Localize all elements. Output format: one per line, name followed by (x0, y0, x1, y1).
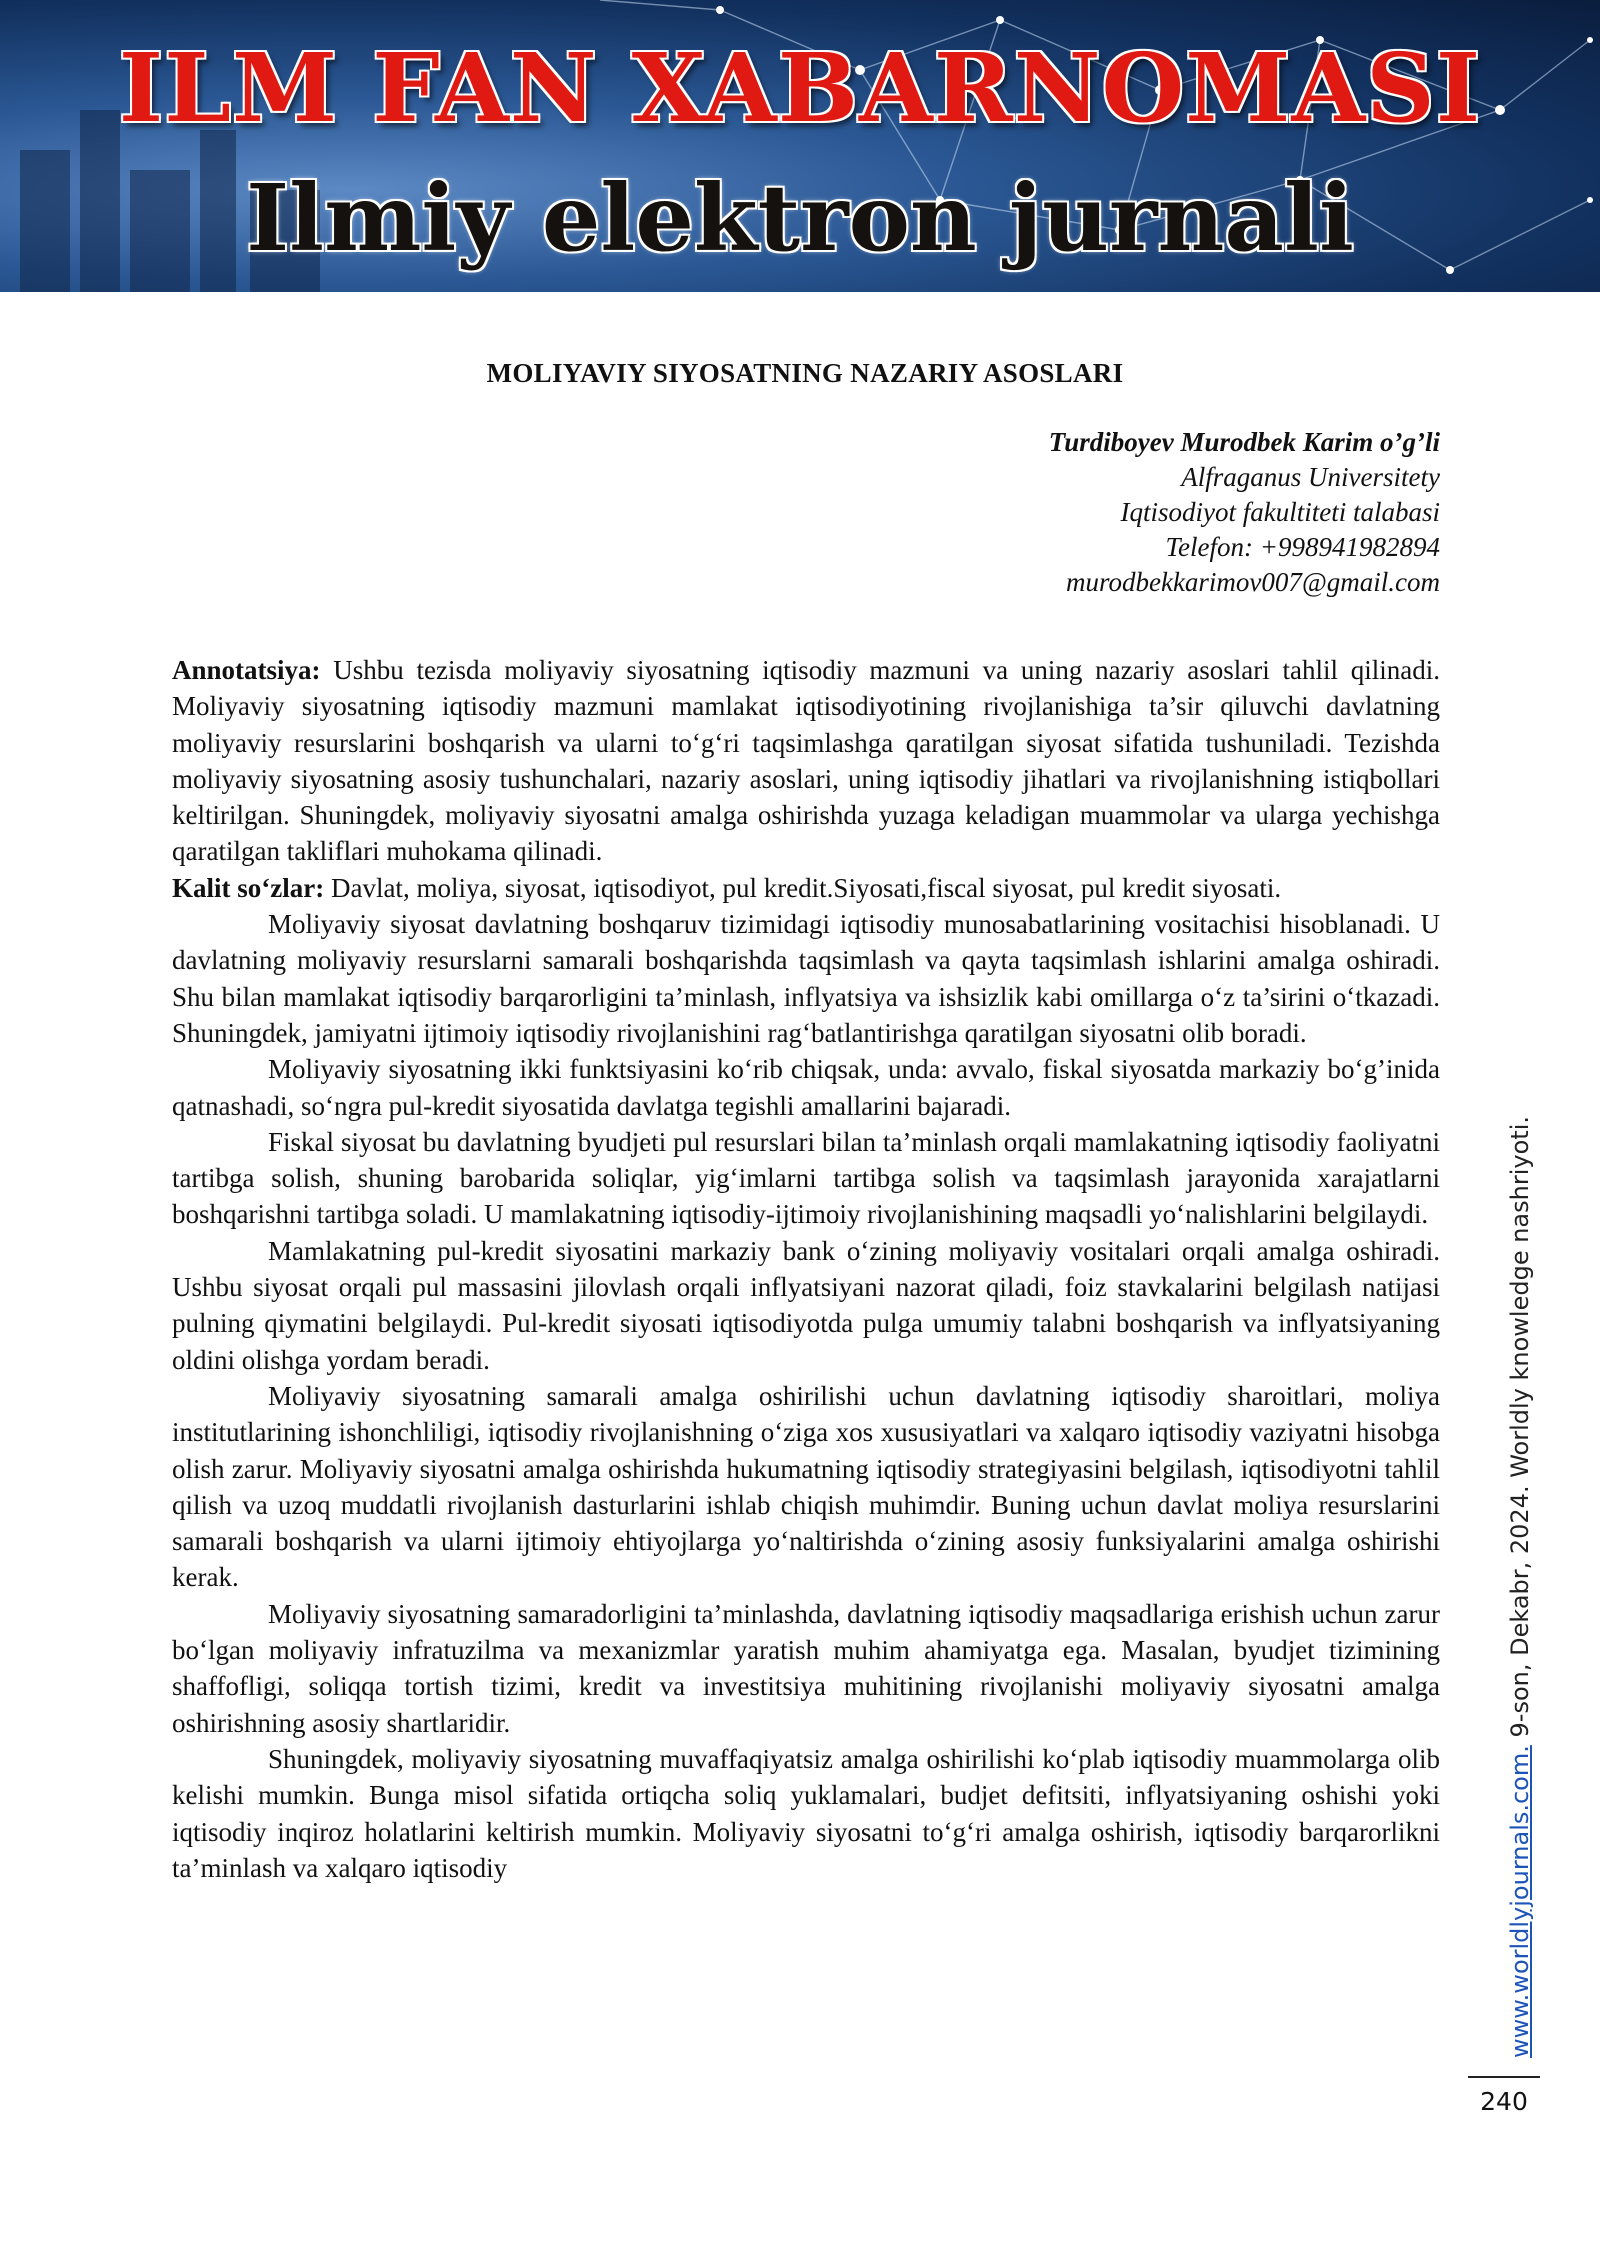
journal-title: ILM FAN XABARNOMASI (118, 33, 1482, 144)
author-phone: Telefon: +998941982894 (1165, 532, 1440, 562)
annotation-text: Ushbu tezisda moliyaviy siyosatning iqtisodiy mazmuni va uning nazariy asoslari tahlil qilinadi. Moliyaviy siyosatning iqtisodiy mazmuni mamlakat iqtisodiyotining rivojlanishiga ta’sir qiluvchi davlatning moliyaviy resurslarini boshqarish va ularni to‘g‘ri taqsimlashga qaratilgan siyosat sifatida tushuniladi. Tezishda moliyaviy siyosatning asosiy tushunchalari, nazariy asoslari, uning iqtisodiy jihatlari va rivojlanishning istiqbollari keltirilgan. Shuningdek, moliyaviy siyosatni amalga oshirishda yuzaga keladigan muammolar va ularga yechishga qaratilgan takliflari muhokama qilinadi. (172, 655, 1440, 867)
author-block (1049, 425, 1440, 600)
body-paragraph: Mamlakatning pul-kredit siyosatini markaziy bank o‘zining moliyaviy vositalari orqali amalga oshiradi. Ushbu siyosat orqali pul massasini jilovlash orqali inflyatsiyani nazorat qiladi, foiz stavkalarini belgilash natijasi pulning qiymatini belgilaydi. Pul-kredit siyosati iqtisodiyotda pulga umumiy talabni boshqarish va inflyatsiyaning oldini olishga yordam beradi. (172, 1235, 1440, 1375)
body-paragraph: Shuningdek, moliyaviy siyosatning muvaffaqiyatsiz amalga oshirilishi ko‘plab iqtisodiy muammolarga olib kelishi mumkin. Bunga misol sifatida ortiqcha soliq yuklamalari, budjet defitsiti, inflyatsiyaning oshishi yoki iqtisodiy inqiroz holatlarini keltirish mumkin. Moliyaviy siyosatni to‘g‘ri amalga oshirish, iqtisodiy barqarorlikni ta’minlash va xalqaro iqtisodiy (172, 1743, 1440, 1883)
author-university: Alfraganus Universitety (1181, 462, 1440, 492)
author-email: murodbekkarimov007@gmail.com (1065, 567, 1440, 597)
article-title: MOLIYAVIY SIYOSATNING NAZARIY ASOSLARI (486, 358, 1124, 388)
page-number-rule (1468, 2076, 1540, 2078)
article-body (172, 652, 1440, 1886)
keywords-label: Kalit so‘zlar: (172, 872, 325, 903)
journal-website-link[interactable]: www.worldlyjournals.com. (1506, 1745, 1534, 2058)
issue-info: 9-son, Dekabr, 2024. Worldly knowledge nashriyoti. (1506, 1116, 1534, 1746)
keywords-text: Davlat, moliya, siyosat, iqtisodiyot, pul kredit.Siyosati,fiscal siyosat, pul kredit siyosati. (324, 872, 1282, 903)
body-paragraph: Moliyaviy siyosatning samarali amalga oshirilishi uchun davlatning iqtisodiy sharoitlari, moliya institutlarining ishonchliligi, iqtisodiy rivojlanishning o‘ziga xos xususiyatlari va xalqaro iqtisodiy vaziyatni hisobga olish zarur. Moliyaviy siyosatni amalga oshirishda hukumatning iqtisodiy strategiyasini belgilash, iqtisodiyotni tahlil qilish va uzoq muddatli rivojlanish dasturlarini ishlab chiqish muhimdir. Buning uchun davlat moliya resurslarini samarali boshqarish va ularni ijtimoiy ehtiyojlarga yo‘naltirishda o‘zining asosiy funksiyalarini amalga oshirishi kerak. (172, 1380, 1440, 1593)
journal-subtitle: Ilmiy elektron jurnali (246, 164, 1354, 272)
journal-banner (0, 0, 1600, 292)
body-paragraph: Moliyaviy siyosat davlatning boshqaruv tizimidagi iqtisodiy munosabatlarining vositachisi hisoblanadi. U davlatning moliyaviy resurslarni samarali boshqarishda taqsimlash va qayta taqsimlash ishlarini amalga oshiradi. Shu bilan mamlakat iqtisodiy barqarorligini ta’minlash, inflyatsiya va ishsizlik kabi omillarga o‘z ta’sirini o‘tkazadi. Shuningdek, jamiyatni ijtimoiy iqtisodiy rivojlanishini rag‘batlantirishga qaratilgan siyosatni olib boradi. (172, 909, 1440, 1048)
annotation-paragraph (172, 652, 1440, 870)
author-name: Turdiboyev Murodbek Karim o’g’li (1048, 427, 1440, 457)
body-paragraph: Fiskal siyosat bu davlatning byudjeti pul resurslari bilan ta’minlash orqali mamlakatning iqtisodiy faoliyatni tartibga solish, shuning barobarida soliqlar, yig‘imlarni tartibga solish va taqsimlash jarayonida xarajatlarni boshqarishni tartibga soladi. U mamlakatning iqtisodiy-ijtimoiy rivojlanishining maqsadli yo‘nalishlarini belgilaydi. (172, 1126, 1440, 1230)
body-paragraph: Moliyaviy siyosatning ikki funktsiyasini ko‘rib chiqsak, unda: avvalo, fiskal siyosatda markaziy bo‘g’inida qatnashadi, so‘ngra pul-kredit siyosatida davlatga tegishli amallarini bajaradi. (172, 1054, 1440, 1121)
keywords-paragraph (172, 870, 1440, 906)
page-number: 240 (1480, 2087, 1528, 2116)
side-footer (1500, 1116, 1540, 2116)
body-paragraph: Moliyaviy siyosatning samaradorligini ta’minlashda, davlatning iqtisodiy maqsadlariga erishish uchun zarur bo‘lgan moliyaviy infratuzilma va mexanizmlar yaratish muhim ahamiyatga ega. Masalan, byudjet tizimining shaffofligi, soliqqa tortish tizimi, kredit va investitsiya muhitining rivojlanishi moliyaviy siyosatni amalga oshirishning asosiy shartlaridir. (172, 1598, 1440, 1738)
author-faculty: Iqtisodiyot fakultiteti talabasi (1120, 497, 1440, 527)
annotation-label: Annotatsiya: (172, 655, 321, 685)
